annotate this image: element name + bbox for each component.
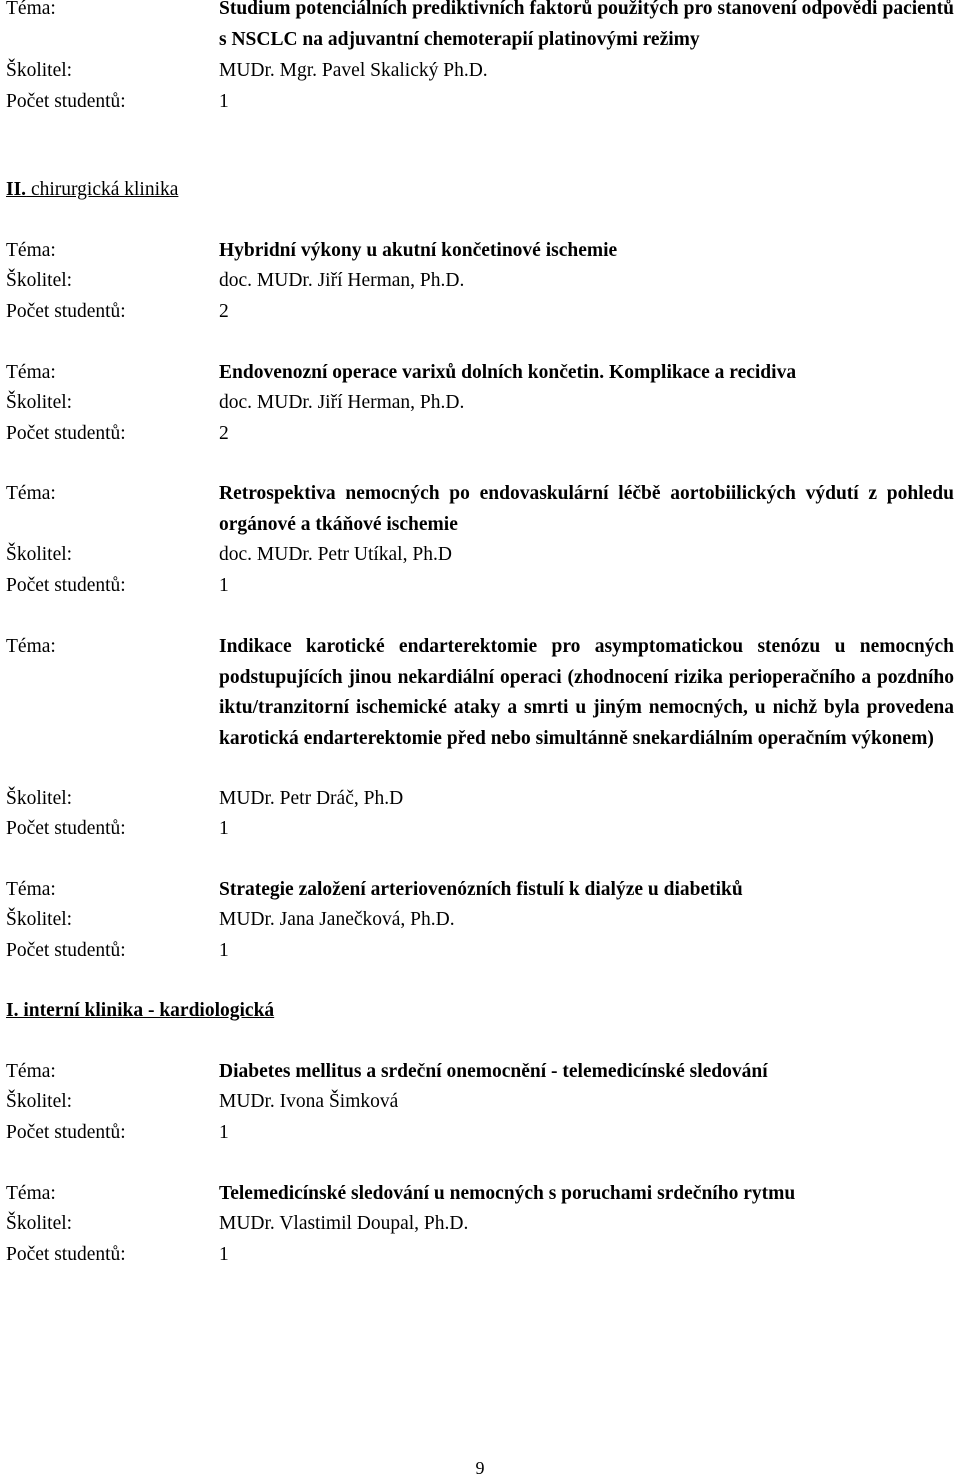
section-heading-text: I. interní klinika - kardiologická (6, 1000, 275, 1021)
student-count-label: Počet studentů: (6, 91, 126, 112)
page-number: 9 (475, 1458, 485, 1478)
topic-title: Studium potenciálních prediktivních faktorů použitých pro stanovení odpovědi pacientů s NSCLC na adjuvantní chemoterapií platinovými režimy (219, 0, 954, 50)
topic-label: Téma: (6, 0, 56, 19)
student-count-value: 1 (219, 1122, 229, 1143)
supervisor-name: doc. MUDr. Jiří Herman, Ph.D. (219, 392, 465, 413)
topic-title: Diabetes mellitus a srdeční onemocnění - telemedicínské sledování (219, 1061, 768, 1082)
student-count-value: 1 (219, 940, 229, 961)
supervisor-label: Školitel: (6, 1091, 73, 1112)
supervisor-label: Školitel: (6, 544, 73, 565)
supervisor-label: Školitel: (6, 909, 73, 930)
student-count-label: Počet studentů: (6, 423, 126, 444)
supervisor-label: Školitel: (6, 1213, 73, 1234)
student-count-label: Počet studentů: (6, 1244, 126, 1265)
supervisor-label: Školitel: (6, 60, 73, 81)
topic-title: Telemedicínské sledování u nemocných s poruchami srdečního rytmu (219, 1183, 796, 1204)
topic-label: Téma: (6, 1061, 56, 1082)
section-heading-internal-clinic (6, 996, 274, 1027)
topic-title: Indikace karotické endarterektomie pro asymptomatickou stenózu u nemocných podstupujících jinou nekardiální operaci (zhodnocení rizika perioperačního a pozdního iktu/tranzitorní ischemické ataky a smrti u jiným nemocných, u nichž byla provedena karotická endarterektomie před nebo simultánně snekardiálním operačním výkonem) (219, 636, 954, 749)
supervisor-name: doc. MUDr. Jiří Herman, Ph.D. (219, 270, 465, 291)
topic-label: Téma: (6, 240, 56, 261)
student-count-value: 1 (219, 91, 229, 112)
student-count-label: Počet studentů: (6, 1122, 126, 1143)
student-count-label: Počet studentů: (6, 818, 126, 839)
supervisor-name: MUDr. Jana Janečková, Ph.D. (219, 909, 455, 930)
supervisor-name: MUDr. Vlastimil Doupal, Ph.D. (219, 1213, 469, 1234)
student-count-label: Počet studentů: (6, 575, 126, 596)
section-heading-surgery-clinic (6, 175, 178, 206)
student-count-value: 1 (219, 575, 229, 596)
topic-title: Strategie založení arteriovenózních fistulí k dialýze u diabetiků (219, 879, 743, 900)
supervisor-name: doc. MUDr. Petr Utíkal, Ph.D (219, 544, 452, 565)
section-heading-prefix: II. (6, 179, 27, 200)
supervisor-name: MUDr. Mgr. Pavel Skalický Ph.D. (219, 60, 488, 81)
student-count-label: Počet studentů: (6, 301, 126, 322)
student-count-value: 2 (219, 301, 229, 322)
section-heading-text: chirurgická klinika (26, 179, 179, 200)
topic-label: Téma: (6, 362, 56, 383)
supervisor-name: MUDr. Petr Dráč, Ph.D (219, 788, 404, 809)
topic-title: Retrospektiva nemocných po endovaskulární léčbě aortobiilických výdutí z pohledu orgánové a tkáňové ischemie (219, 483, 954, 535)
student-count-label: Počet studentů: (6, 940, 126, 961)
student-count-value: 1 (219, 1244, 229, 1265)
topic-label: Téma: (6, 879, 56, 900)
topic-label: Téma: (6, 636, 56, 657)
topic-title: Endovenozní operace varixů dolních končetin. Komplikace a recidiva (219, 362, 797, 383)
student-count-value: 1 (219, 818, 229, 839)
topic-title: Hybridní výkony u akutní končetinové ischemie (219, 240, 618, 261)
student-count-value: 2 (219, 423, 229, 444)
supervisor-label: Školitel: (6, 270, 73, 291)
topic-label: Téma: (6, 483, 56, 504)
topic-label: Téma: (6, 1183, 56, 1204)
supervisor-name: MUDr. Ivona Šimková (219, 1091, 399, 1112)
supervisor-label: Školitel: (6, 788, 73, 809)
supervisor-label: Školitel: (6, 392, 73, 413)
